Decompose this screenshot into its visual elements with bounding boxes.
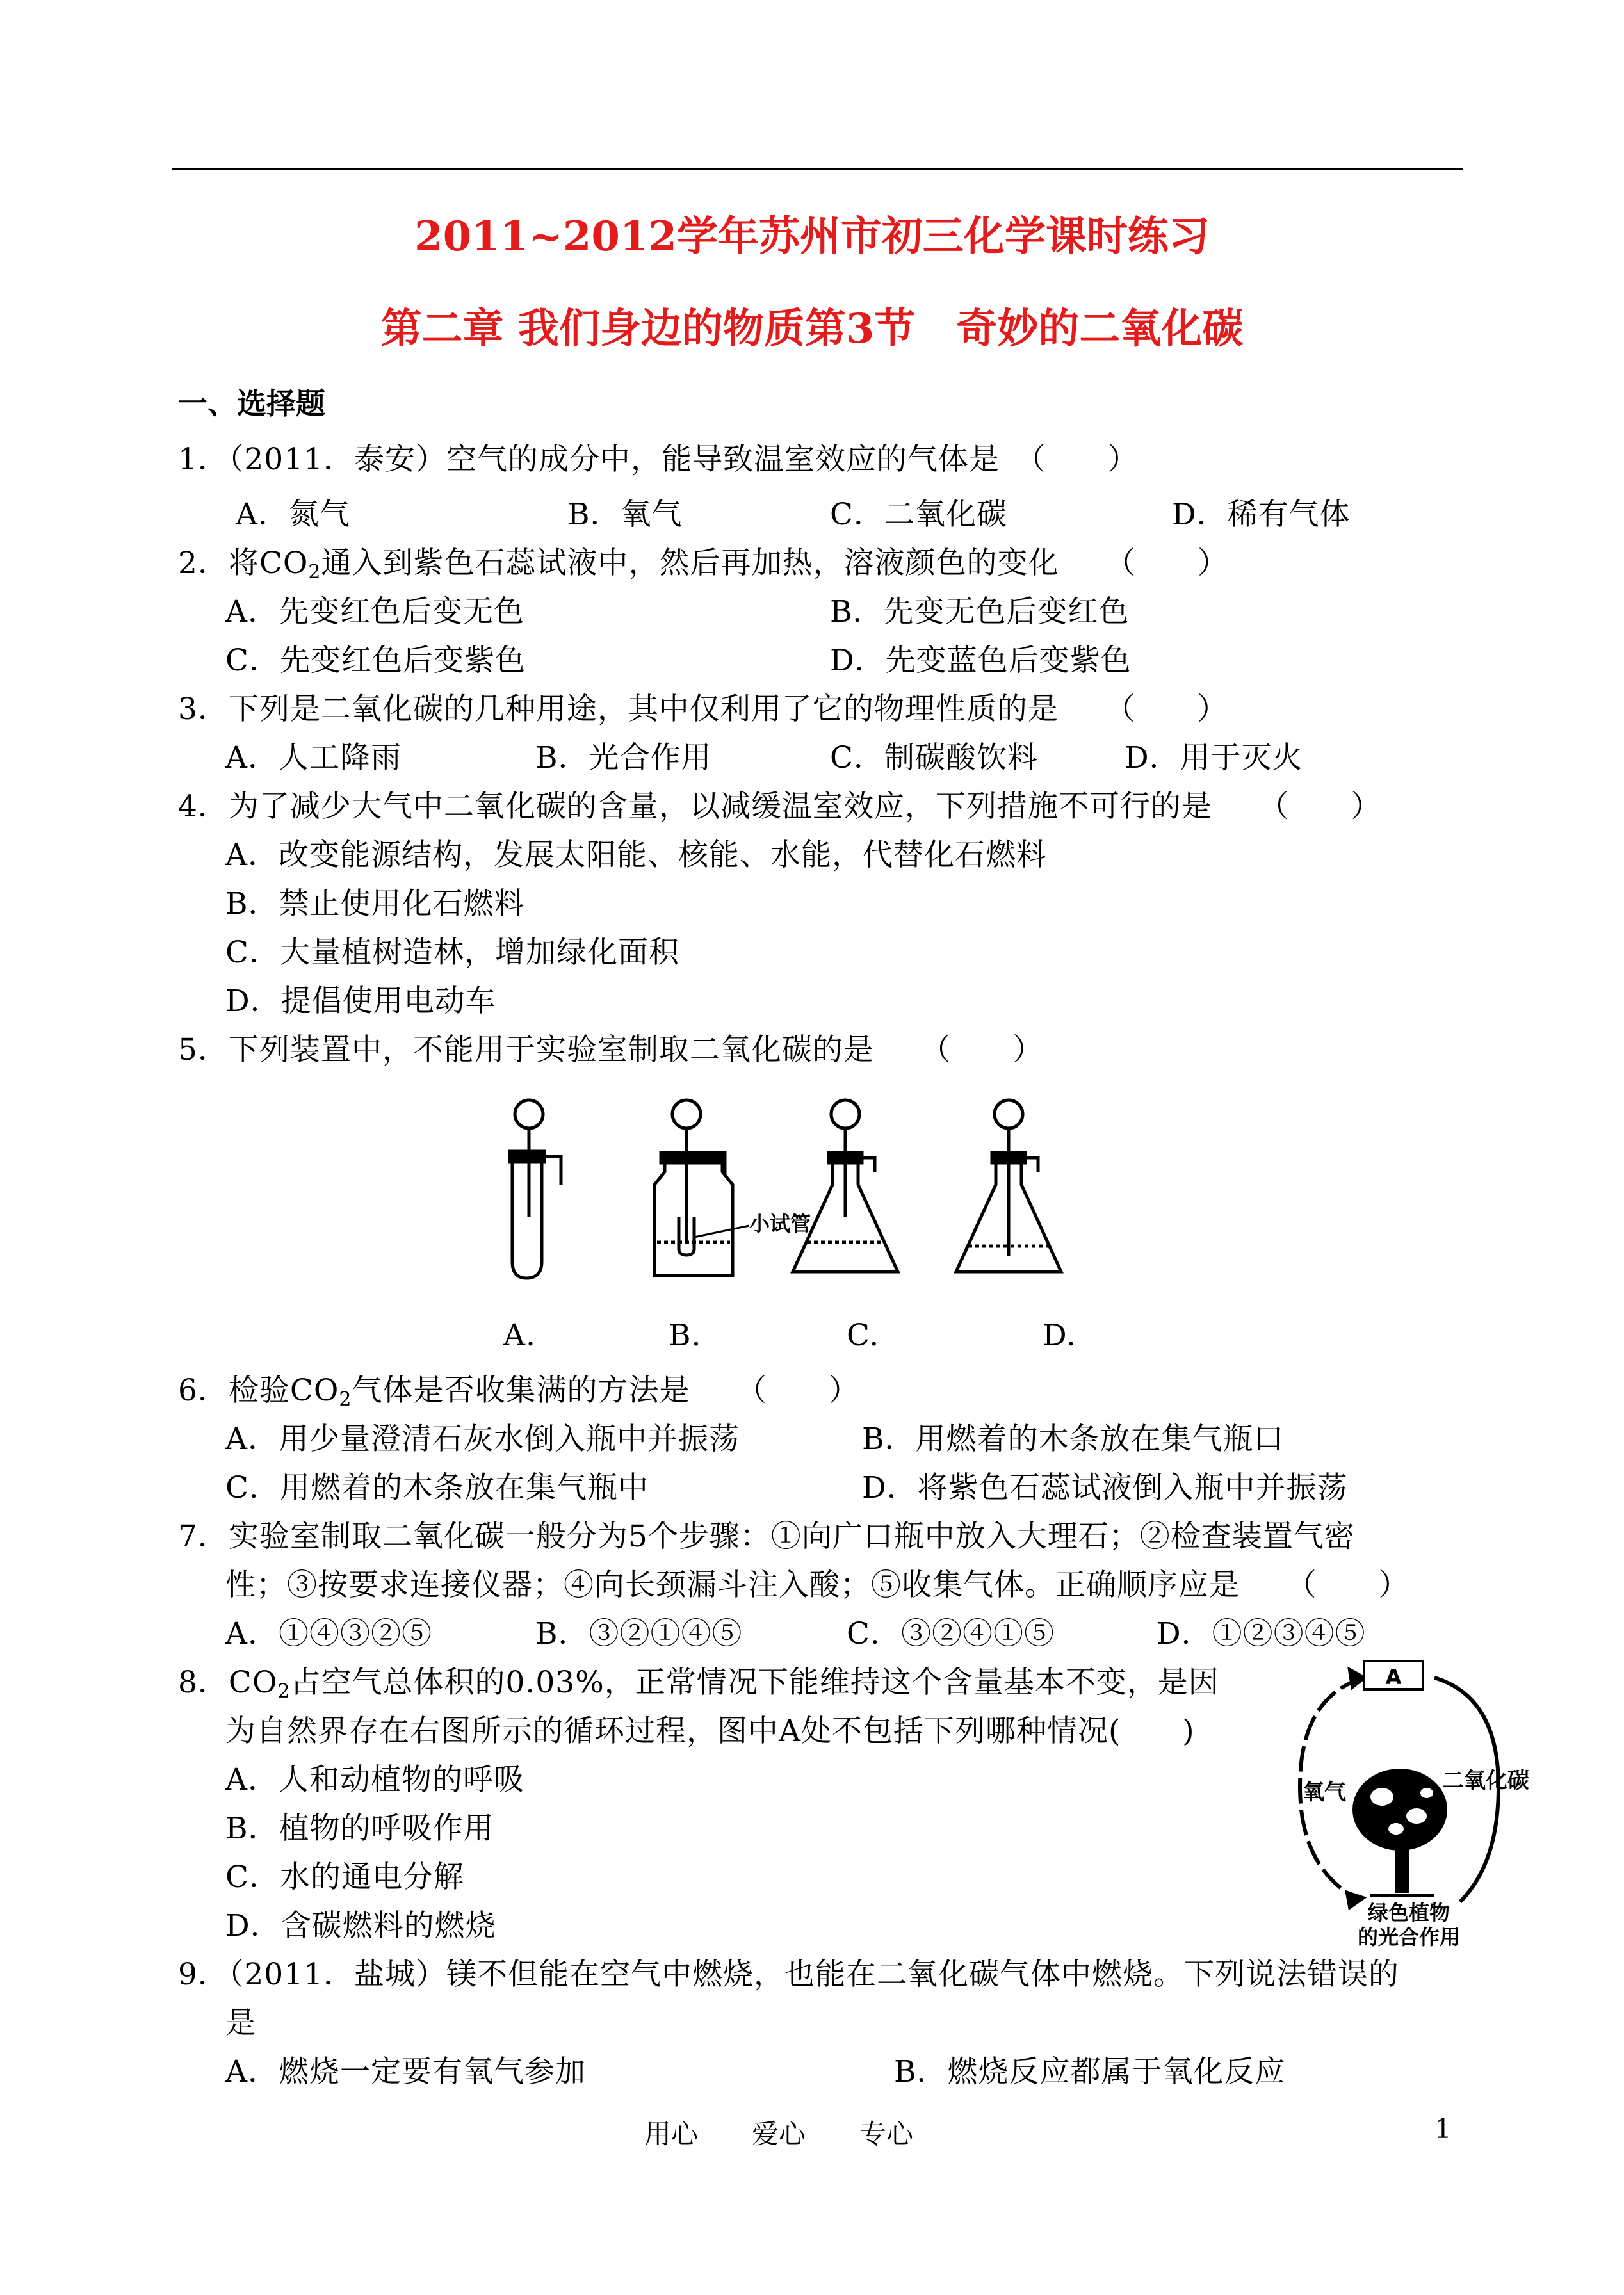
q1-option-c: C．二氧化碳	[830, 497, 1007, 532]
q8-option-b: B．植物的呼吸作用	[225, 1811, 494, 1846]
footer-motto: 用心 爱心 专心	[644, 2118, 914, 2150]
apparatus-a	[510, 1100, 561, 1278]
q9-option-b: B．燃烧反应都属于氧化反应	[894, 2054, 1286, 2089]
q2-option-c: C．先变红色后变紫色	[225, 643, 526, 678]
question-2-stem: 2．将$CO_2$通入到紫色石蕊试液中，然后再加热，溶液颜色的变化 （ ）	[178, 546, 1228, 583]
header-rule	[172, 168, 1463, 170]
page-number: 1	[1434, 2113, 1452, 2145]
cycle-label-bottom-1: 绿色植物	[1367, 1901, 1450, 1925]
q6-option-d: D．将紫色石蕊试液倒入瓶中并振荡	[862, 1470, 1348, 1505]
q4-option-d: D．提倡使用电动车	[225, 984, 496, 1019]
q7-option-d: D．①②③④⑤	[1157, 1616, 1366, 1651]
question-7-stem-cont: 性；③按要求连接仪器；④向长颈漏斗注入酸；⑤收集气体。正确顺序应是 （ ）	[225, 1568, 1409, 1603]
tree-icon	[1352, 1769, 1447, 1895]
page-title: 2011~2012学年苏州市初三化学课时练习	[414, 213, 1210, 261]
question-5-stem: 5．下列装置中，不能用于实验室制取二氧化碳的是 （ ）	[178, 1032, 1044, 1067]
q7-option-a: A．①④③②⑤	[225, 1616, 432, 1651]
q5-label-a: A.	[503, 1318, 536, 1353]
q6-option-a: A．用少量澄清石灰水倒入瓶中并振荡	[225, 1422, 740, 1457]
q8-option-d: D．含碳燃料的燃烧	[225, 1908, 496, 1943]
cycle-box-a: A	[1385, 1665, 1402, 1689]
apparatus-c	[793, 1100, 898, 1272]
section-heading: 一、选择题	[178, 386, 325, 421]
q2-option-d: D．先变蓝色后变紫色	[830, 643, 1132, 678]
q7-option-b: B．③②①④⑤	[535, 1616, 743, 1651]
q6-option-c: C．用燃着的木条放在集气瓶中	[225, 1470, 649, 1505]
question-9-stem-cont: 是	[225, 2006, 256, 2041]
q4-option-b: B．禁止使用化石燃料	[225, 886, 525, 921]
apparatus-d	[956, 1100, 1061, 1272]
q5-label-b: B.	[669, 1318, 702, 1353]
question-8-stem-cont: 为自然界存在右图所示的循环过程，图中A处不包括下列哪种情况( )	[225, 1714, 1195, 1749]
question-4-stem: 4．为了减少大气中二氧化碳的含量，以减缓温室效应，下列措施不可行的是 （ ）	[178, 789, 1382, 824]
question-3-stem: 3．下列是二氧化碳的几种用途，其中仅利用了它的物理性质的是 （ ）	[178, 692, 1228, 727]
apparatus-figure	[487, 1089, 1127, 1293]
page-subtitle: 第二章 我们身边的物质第3节 奇妙的二氧化碳	[380, 305, 1244, 353]
question-6-stem: 6．检验$CO_2$气体是否收集满的方法是 （ ）	[178, 1373, 859, 1411]
question-7-stem: 7．实验室制取二氧化碳一般分为5个步骤：①向广口瓶中放入大理石；②检查装置气密	[178, 1519, 1355, 1554]
q5-label-d: D.	[1043, 1318, 1076, 1353]
carbon-cycle-figure	[1274, 1652, 1550, 1959]
apparatus-b	[654, 1100, 749, 1276]
q1-option-b: B．氧气	[567, 497, 683, 532]
cycle-label-bottom-2: 的光合作用	[1357, 1925, 1461, 1949]
q3-option-b: B．光合作用	[535, 740, 712, 775]
q4-option-a: A．改变能源结构，发展太阳能、核能、水能，代替化石燃料	[225, 838, 1047, 873]
q9-option-a: A．燃烧一定要有氧气参加	[225, 2054, 586, 2089]
q8-option-a: A．人和动植物的呼吸	[225, 1762, 524, 1797]
q3-option-d: D．用于灭火	[1125, 740, 1303, 775]
q8-option-c: C．水的通电分解	[225, 1860, 464, 1895]
q1-option-d: D．稀有气体	[1172, 497, 1351, 532]
q3-option-a: A．人工降雨	[225, 740, 402, 775]
cycle-label-co2: 二氧化碳	[1442, 1768, 1529, 1794]
q1-option-a: A．氮气	[236, 497, 350, 532]
cycle-label-oxygen: 氧气	[1303, 1780, 1346, 1805]
question-9-stem: 9．（2011．盐城）镁不但能在空气中燃烧，也能在二氧化碳气体中燃烧。下列说法错误的	[178, 1957, 1400, 1992]
q6-option-b: B．用燃着的木条放在集气瓶口	[862, 1422, 1285, 1457]
q2-option-b: B．先变无色后变红色	[830, 594, 1130, 629]
question-8-stem: 8．$CO_2$占空气总体积的0.03%，正常情况下能维持这个含量基本不变，是因	[178, 1665, 1219, 1703]
q4-option-c: C．大量植树造林，增加绿化面积	[225, 935, 679, 970]
q3-option-c: C．制碳酸饮料	[830, 740, 1038, 775]
question-1-stem: 1．（2011．泰安）空气的成分中，能导致温室效应的气体是 （ ）	[178, 442, 1139, 477]
small-tube-label: 小试管	[749, 1212, 811, 1236]
q7-option-c: C．③②④①⑤	[847, 1616, 1055, 1651]
q5-label-c: C.	[847, 1318, 880, 1353]
q2-option-a: A．先变红色后变无色	[225, 594, 524, 629]
